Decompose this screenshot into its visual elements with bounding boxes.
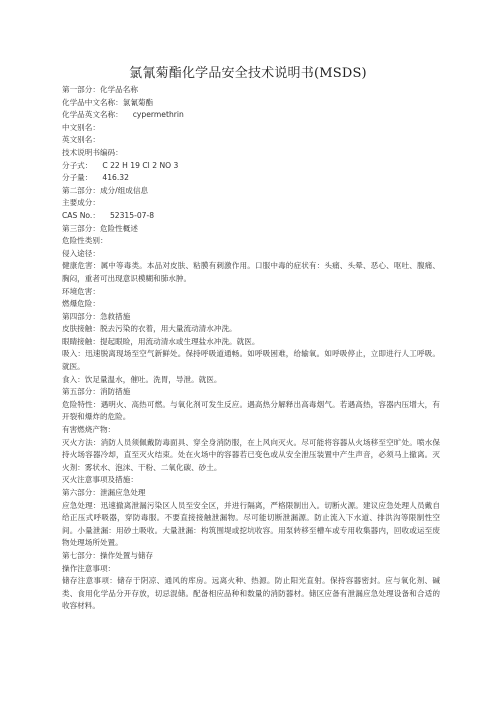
document-body	[62, 84, 440, 613]
health-hazard-paragraph: 健康危害：属中等毒类。本品对皮肤、粘膜有刺激作用。口服中毒的症状有：头痛、头晕、恶心、呕吐、腹痛、胸闷，重者可出现意识模糊和肺水肿。	[62, 261, 440, 283]
fire-hazard-paragraph: 危险特性：遇明火、高热可燃。与氧化剂可发生反应。遇高热分解释出高毒烟气。若遇高热，容器内压增大，有开裂和爆炸的危险。	[62, 399, 440, 422]
cas-number: CAS No.： 52315-07-8	[62, 210, 155, 220]
chinese-alias: 中文别名：	[62, 122, 100, 132]
section-4-heading: 第四部分：急救措施	[62, 311, 131, 321]
english-alias: 英文别名：	[62, 135, 100, 145]
section-5-heading: 第五部分：消防措施	[62, 387, 131, 397]
combustion-products: 有害燃烧产物：	[62, 425, 116, 435]
spill-response-paragraph: 应急处理：迅速撤离泄漏污染区人员至安全区，并进行隔离，严格限制出入。切断火源。建议应急处理人员戴自给正压式呼吸器，穿防毒服。不要直接接触泄漏物。尽可能切断泄漏源。防止流入下水道、排洪沟等限制性空间。小量泄漏：用砂土吸收。大量泄漏：构筑围堤或挖坑收容。用泵转移至槽车或专用收集器内，回收或运至废物处理场所处置。	[62, 500, 440, 548]
handling-precautions: 操作注意事项：	[62, 563, 116, 573]
section-1-heading: 第一部分：化学品名称	[62, 85, 138, 94]
document-title: 氯氰菊酯化学品安全技术说明书(MSDS)	[129, 66, 367, 81]
chinese-name: 化学品中文名称：氯氰菊酯	[62, 97, 154, 107]
storage-paragraph: 储存注意事项：储存于阴凉、通风的库房。远离火种、热源。防止阳光直射。保持容器密封。应与氧化剂、碱类、食用化学品分开存放，切忌混储。配备相应品种和数量的消防器材。储区应备有泄漏应急处理设备和合适的收容材料。	[62, 576, 440, 611]
skin-contact: 皮肤接触：脱去污染的衣着，用大量流动清水冲洗。	[62, 324, 237, 334]
section-2-heading: 第二部分：成分/组成信息	[62, 185, 149, 195]
entry-route: 侵入途径：	[62, 248, 100, 258]
fire-precautions: 灭火注意事项及措施：	[62, 475, 138, 485]
molecular-weight: 分子量： 416.32	[62, 173, 129, 183]
hazard-category: 危险性类别：	[62, 236, 108, 246]
inhalation-paragraph: 吸入：迅速脱离现场至空气新鲜处。保持呼吸道通畅。如呼吸困难，给输氧。如呼吸停止，立即进行人工呼吸。就医。	[62, 349, 440, 372]
ingestion: 食入：饮足量温水，催吐。洗胃，导泄。就医。	[62, 374, 222, 384]
section-7-heading: 第七部分：操作处置与储存	[62, 550, 154, 560]
section-3-heading: 第三部分：危险性概述	[62, 223, 138, 233]
section-6-heading: 第六部分：泄漏应急处理	[62, 488, 146, 497]
extinguishing-paragraph: 灭火方法：消防人员须佩戴防毒面具、穿全身消防服，在上风向灭火。尽可能将容器从火场移至空旷处。喷水保持火场容器冷却，直至灭火结束。处在火场中的容器若已变色或从安全泄压装置中产生声音，必须马上撤离。灭火剂：雾状水、泡沫、干粉、二氧化碳、砂土。	[62, 437, 440, 472]
explosion-hazard: 燃爆危险：	[62, 299, 100, 309]
molecular-formula: 分子式： C 22 H 19 Cl 2 NO 3	[62, 160, 179, 170]
spec-code: 技术说明书编码：	[62, 147, 123, 157]
environmental-hazard: 环境危害：	[62, 286, 100, 296]
english-name: 化学品英文名称： cypermethrin	[62, 110, 184, 120]
main-components: 主要成分：	[62, 198, 100, 208]
eye-contact: 眼睛接触：提起眼睑，用流动清水或生理盐水冲洗。就医。	[62, 336, 260, 346]
